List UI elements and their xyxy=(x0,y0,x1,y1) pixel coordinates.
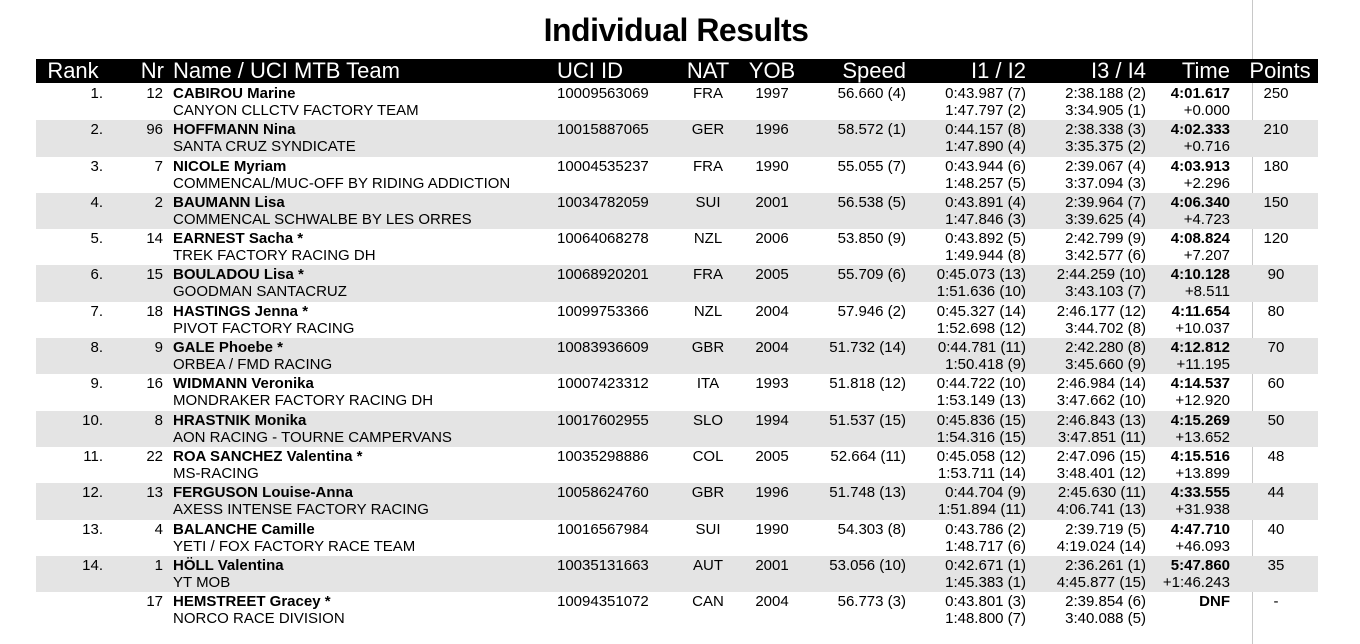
uci-id: 10099753366 xyxy=(557,302,649,320)
rank: 11. xyxy=(83,447,103,465)
split-i3: 2:46.177 (12) xyxy=(1056,302,1146,320)
split-i1: 0:43.944 (6) xyxy=(945,157,1026,175)
rank: 3. xyxy=(90,157,103,175)
year-of-birth: 2004 xyxy=(755,302,789,320)
table-row xyxy=(36,411,1318,447)
split-i4: 3:40.088 (5) xyxy=(1065,610,1146,628)
table-row xyxy=(36,157,1318,193)
split-i1: 0:44.722 (10) xyxy=(936,375,1026,393)
split-i4: 3:47.851 (11) xyxy=(1057,428,1146,446)
rider-name: FERGUSON Louise-Anna xyxy=(173,484,354,502)
nationality: GER xyxy=(691,121,725,139)
time-gap: +10.037 xyxy=(1175,319,1230,337)
header-yob: YOB xyxy=(748,58,796,83)
split-i1: 0:42.671 (1) xyxy=(945,556,1026,574)
rank: 13. xyxy=(82,520,103,538)
nationality: FRA xyxy=(693,266,723,284)
uci-id: 10035298886 xyxy=(557,447,649,465)
nationality: NZL xyxy=(693,302,723,320)
finish-time: 4:02.333 xyxy=(1170,121,1230,139)
uci-id: 10034782059 xyxy=(557,193,649,211)
rider-name: BALANCHE Camille xyxy=(173,520,315,538)
year-of-birth: 2004 xyxy=(755,339,789,357)
finish-time: 5:47.860 xyxy=(1170,556,1230,574)
table-row xyxy=(36,374,1318,410)
time-gap: +46.093 xyxy=(1175,537,1230,555)
bib-number: 4 xyxy=(154,520,163,538)
split-i2: 1:45.383 (1) xyxy=(945,573,1026,591)
split-i2: 1:47.890 (4) xyxy=(945,138,1026,156)
split-i4: 3:39.625 (4) xyxy=(1065,210,1146,228)
rider-name: HRASTNIK Monika xyxy=(173,411,307,429)
speed: 57.946 (2) xyxy=(837,302,906,320)
table-row xyxy=(36,120,1318,156)
finish-time: 4:11.654 xyxy=(1171,302,1230,320)
header-speed: Speed xyxy=(842,58,906,83)
split-i2: 1:48.800 (7) xyxy=(945,610,1026,628)
split-i4: 3:34.905 (1) xyxy=(1065,102,1146,119)
header-i34: I3 / I4 xyxy=(1090,58,1146,83)
split-i2: 1:51.894 (11) xyxy=(937,501,1026,519)
split-i4: 3:37.094 (3) xyxy=(1065,174,1146,192)
nationality: AUT xyxy=(693,556,723,574)
speed: 55.709 (6) xyxy=(837,266,906,284)
bib-number: 9 xyxy=(154,339,163,357)
team-name: AXESS INTENSE FACTORY RACING xyxy=(173,501,429,519)
split-i2: 1:48.257 (5) xyxy=(945,174,1026,192)
speed: 53.850 (9) xyxy=(837,230,906,248)
split-i1: 0:45.327 (14) xyxy=(936,302,1026,320)
nationality: SLO xyxy=(692,411,723,429)
nationality: SUI xyxy=(695,193,721,211)
bib-number: 14 xyxy=(146,230,163,248)
split-i2: 1:47.846 (3) xyxy=(945,210,1026,228)
split-i4: 3:44.702 (8) xyxy=(1065,319,1146,337)
time-gap: +1:46.243 xyxy=(1162,573,1230,591)
points: - xyxy=(1273,593,1279,611)
uci-id: 10094351072 xyxy=(557,593,649,611)
split-i4: 3:43.103 (7) xyxy=(1065,283,1146,301)
team-name: YETI / FOX FACTORY RACE TEAM xyxy=(173,537,416,555)
points: 48 xyxy=(1267,447,1285,465)
split-i3: 2:39.854 (6) xyxy=(1065,593,1146,611)
points: 180 xyxy=(1263,157,1289,175)
nationality: CAN xyxy=(692,593,724,611)
points: 80 xyxy=(1267,302,1285,320)
bib-number: 7 xyxy=(154,157,163,175)
team-name: MS-RACING xyxy=(173,464,259,482)
uci-id: 10015887065 xyxy=(557,121,649,139)
points: 60 xyxy=(1267,375,1285,393)
nationality: COL xyxy=(692,447,724,465)
finish-time: 4:47.710 xyxy=(1170,520,1230,538)
year-of-birth: 1996 xyxy=(755,484,789,502)
nationality: FRA xyxy=(693,157,723,175)
year-of-birth: 1997 xyxy=(755,85,789,102)
split-i2: 1:50.418 (9) xyxy=(945,356,1026,374)
header-uci: UCI ID xyxy=(557,58,623,83)
split-i2: 1:53.711 (14) xyxy=(937,464,1026,482)
page-title: Individual Results xyxy=(543,12,809,48)
table-row xyxy=(36,193,1318,229)
split-i4: 3:35.375 (2) xyxy=(1065,138,1146,156)
team-name: ORBEA / FMD RACING xyxy=(173,356,333,374)
split-i2: 1:53.149 (13) xyxy=(936,392,1026,410)
table-row xyxy=(36,592,1318,628)
speed: 51.748 (13) xyxy=(829,484,906,502)
split-i1: 0:45.836 (15) xyxy=(936,411,1026,429)
table-row xyxy=(36,483,1318,519)
table-row xyxy=(36,338,1318,374)
table-row xyxy=(36,520,1318,556)
nationality: SUI xyxy=(695,520,721,538)
team-name: PIVOT FACTORY RACING xyxy=(173,319,355,337)
uci-id: 10017602955 xyxy=(557,411,649,429)
speed: 56.660 (4) xyxy=(837,85,906,102)
time-gap: +12.920 xyxy=(1175,392,1230,410)
uci-id: 10016567984 xyxy=(557,520,649,538)
rider-name: HÖLL Valentina xyxy=(173,556,284,574)
bib-number: 1 xyxy=(154,556,163,574)
split-i4: 3:45.660 (9) xyxy=(1065,356,1146,374)
table-header xyxy=(36,59,1318,83)
nationality: FRA xyxy=(693,85,723,102)
split-i4: 3:48.401 (12) xyxy=(1056,464,1146,482)
rank: 8. xyxy=(90,339,103,357)
points: 40 xyxy=(1267,520,1285,538)
finish-time: 4:08.824 xyxy=(1170,230,1230,248)
year-of-birth: 1994 xyxy=(755,411,789,429)
nationality: NZL xyxy=(693,230,723,248)
table-row xyxy=(36,84,1318,120)
bib-number: 13 xyxy=(146,484,163,502)
split-i2: 1:54.316 (15) xyxy=(936,428,1026,446)
finish-time: DNF xyxy=(1199,593,1230,611)
points: 120 xyxy=(1263,230,1289,248)
split-i1: 0:45.073 (13) xyxy=(936,266,1026,284)
split-i4: 4:45.877 (15) xyxy=(1056,573,1146,591)
points: 250 xyxy=(1263,85,1289,102)
team-name: COMMENCAL/MUC-OFF BY RIDING ADDICTION xyxy=(173,174,511,192)
uci-id: 10035131663 xyxy=(557,556,649,574)
rider-name: BAUMANN Lisa xyxy=(173,193,285,211)
split-i3: 2:42.280 (8) xyxy=(1065,339,1146,357)
rank: 9. xyxy=(90,375,103,393)
points: 70 xyxy=(1267,339,1285,357)
uci-id: 10007423312 xyxy=(557,375,649,393)
header-nr: Nr xyxy=(140,58,164,83)
header-i12: I1 / I2 xyxy=(970,58,1026,83)
time-gap: +4.723 xyxy=(1183,210,1230,228)
speed: 51.732 (14) xyxy=(829,339,906,357)
split-i1: 0:44.781 (11) xyxy=(937,339,1026,357)
finish-time: 4:33.555 xyxy=(1170,484,1230,502)
table-row xyxy=(36,447,1318,483)
split-i1: 0:45.058 (12) xyxy=(936,447,1026,465)
speed: 56.773 (3) xyxy=(837,593,906,611)
split-i3: 2:44.259 (10) xyxy=(1056,266,1146,284)
team-name: MONDRAKER FACTORY RACING DH xyxy=(173,392,434,410)
uci-id: 10064068278 xyxy=(557,230,649,248)
rank: 12. xyxy=(82,484,103,502)
time-gap: +11.195 xyxy=(1176,356,1230,374)
rank: 7. xyxy=(90,302,103,320)
rider-name: ROA SANCHEZ Valentina * xyxy=(173,447,363,465)
bib-number: 22 xyxy=(146,447,163,465)
split-i2: 1:51.636 (10) xyxy=(936,283,1026,301)
header-nat: NAT xyxy=(686,58,730,83)
split-i1: 0:43.891 (4) xyxy=(945,193,1026,211)
year-of-birth: 1990 xyxy=(755,157,789,175)
time-gap: +31.938 xyxy=(1175,501,1230,519)
rider-name: HEMSTREET Gracey * xyxy=(173,593,331,611)
year-of-birth: 2004 xyxy=(755,593,789,611)
table-row xyxy=(36,556,1318,592)
rank: 6. xyxy=(90,266,103,284)
speed: 51.818 (12) xyxy=(829,375,906,393)
speed: 56.538 (5) xyxy=(837,193,906,211)
time-gap: +7.207 xyxy=(1183,247,1230,265)
split-i1: 0:44.704 (9) xyxy=(945,484,1026,502)
rider-name: CABIROU Marine xyxy=(173,85,296,102)
points: 35 xyxy=(1267,556,1285,574)
split-i3: 2:45.630 (11) xyxy=(1057,484,1146,502)
bib-number: 17 xyxy=(146,593,163,611)
finish-time: 4:12.812 xyxy=(1170,339,1230,357)
split-i3: 2:38.188 (2) xyxy=(1065,85,1146,102)
nationality: ITA xyxy=(696,375,720,393)
bib-number: 96 xyxy=(146,121,163,139)
rank: 5. xyxy=(90,230,103,248)
finish-time: 4:01.617 xyxy=(1170,85,1230,102)
split-i3: 2:46.843 (13) xyxy=(1056,411,1146,429)
team-name: AON RACING - TOURNE CAMPERVANS xyxy=(173,428,452,446)
time-gap: +2.296 xyxy=(1183,174,1230,192)
rider-name: HOFFMANN Nina xyxy=(173,121,296,139)
nationality: GBR xyxy=(691,484,725,502)
rider-name: EARNEST Sacha * xyxy=(173,230,304,248)
results-table xyxy=(36,84,1318,628)
bib-number: 8 xyxy=(154,411,163,429)
split-i4: 3:47.662 (10) xyxy=(1056,392,1146,410)
uci-id: 10058624760 xyxy=(557,484,649,502)
points: 90 xyxy=(1267,266,1285,284)
split-i3: 2:39.719 (5) xyxy=(1065,520,1146,538)
split-i3: 2:39.067 (4) xyxy=(1065,157,1146,175)
rank: 1. xyxy=(90,85,103,102)
team-name: COMMENCAL SCHWALBE BY LES ORRES xyxy=(173,210,472,228)
table-row xyxy=(36,229,1318,265)
year-of-birth: 2005 xyxy=(755,266,789,284)
split-i1: 0:43.786 (2) xyxy=(945,520,1026,538)
split-i3: 2:42.799 (9) xyxy=(1065,230,1146,248)
finish-time: 4:15.516 xyxy=(1170,447,1230,465)
year-of-birth: 2001 xyxy=(755,556,789,574)
team-name: GOODMAN SANTACRUZ xyxy=(173,283,347,301)
speed: 52.664 (11) xyxy=(830,447,906,465)
speed: 58.572 (1) xyxy=(837,121,906,139)
speed: 54.303 (8) xyxy=(837,520,906,538)
rank: 4. xyxy=(90,193,103,211)
points: 50 xyxy=(1267,411,1285,429)
year-of-birth: 2001 xyxy=(755,193,789,211)
split-i4: 3:42.577 (6) xyxy=(1065,247,1146,265)
team-name: SANTA CRUZ SYNDICATE xyxy=(173,138,356,156)
time-gap: +0.000 xyxy=(1183,102,1230,119)
team-name: TREK FACTORY RACING DH xyxy=(173,247,376,265)
uci-id: 10068920201 xyxy=(557,266,649,284)
team-name: CANYON CLLCTV FACTORY TEAM xyxy=(173,102,419,119)
speed: 51.537 (15) xyxy=(829,411,906,429)
split-i1: 0:43.987 (7) xyxy=(945,85,1026,102)
points: 150 xyxy=(1263,193,1289,211)
nationality: GBR xyxy=(691,339,725,357)
team-name: YT MOB xyxy=(173,573,231,591)
split-i2: 1:49.944 (8) xyxy=(945,247,1026,265)
split-i3: 2:38.338 (3) xyxy=(1065,121,1146,139)
year-of-birth: 1990 xyxy=(755,520,789,538)
rider-name: BOULADOU Lisa * xyxy=(173,266,304,284)
speed: 53.056 (10) xyxy=(829,556,906,574)
time-gap: +13.899 xyxy=(1175,464,1230,482)
header-rank: Rank xyxy=(47,58,99,83)
uci-id: 10004535237 xyxy=(557,157,649,175)
rank: 10. xyxy=(82,411,103,429)
header-points: Points xyxy=(1249,58,1311,83)
uci-id: 10009563069 xyxy=(557,85,649,102)
bib-number: 2 xyxy=(154,193,163,211)
time-gap: +13.652 xyxy=(1175,428,1230,446)
split-i1: 0:43.801 (3) xyxy=(945,593,1026,611)
uci-id: 10083936609 xyxy=(557,339,649,357)
finish-time: 4:06.340 xyxy=(1170,193,1230,211)
split-i3: 2:47.096 (15) xyxy=(1056,447,1146,465)
split-i3: 2:36.261 (1) xyxy=(1065,556,1146,574)
finish-time: 4:15.269 xyxy=(1170,411,1230,429)
split-i3: 2:39.964 (7) xyxy=(1065,193,1146,211)
year-of-birth: 1996 xyxy=(755,121,789,139)
header-name: Name / UCI MTB Team xyxy=(173,58,400,83)
split-i2: 1:48.717 (6) xyxy=(945,537,1026,555)
split-i4: 4:06.741 (13) xyxy=(1056,501,1146,519)
split-i1: 0:44.157 (8) xyxy=(945,121,1026,139)
split-i4: 4:19.024 (14) xyxy=(1056,537,1146,555)
split-i2: 1:47.797 (2) xyxy=(945,102,1026,119)
split-i1: 0:43.892 (5) xyxy=(945,230,1026,248)
bib-number: 12 xyxy=(146,85,163,102)
year-of-birth: 2006 xyxy=(755,230,789,248)
split-i3: 2:46.984 (14) xyxy=(1056,375,1146,393)
finish-time: 4:10.128 xyxy=(1170,266,1230,284)
points: 210 xyxy=(1263,121,1289,139)
rider-name: NICOLE Myriam xyxy=(173,157,287,175)
time-gap: +8.511 xyxy=(1184,283,1230,301)
points: 44 xyxy=(1267,484,1285,502)
rank: 2. xyxy=(90,121,103,139)
bib-number: 15 xyxy=(146,266,163,284)
finish-time: 4:14.537 xyxy=(1170,375,1230,393)
year-of-birth: 1993 xyxy=(755,375,789,393)
speed: 55.055 (7) xyxy=(837,157,906,175)
rider-name: WIDMANN Veronika xyxy=(173,375,314,393)
bib-number: 18 xyxy=(146,302,163,320)
rider-name: HASTINGS Jenna * xyxy=(173,302,309,320)
header-time: Time xyxy=(1181,58,1230,83)
team-name: NORCO RACE DIVISION xyxy=(173,610,345,628)
rider-name: GALE Phoebe * xyxy=(173,339,284,357)
rank: 14. xyxy=(82,556,103,574)
split-i2: 1:52.698 (12) xyxy=(936,319,1026,337)
table-row xyxy=(36,265,1318,301)
bib-number: 16 xyxy=(146,375,163,393)
table-row xyxy=(36,302,1318,338)
time-gap: +0.716 xyxy=(1183,138,1230,156)
finish-time: 4:03.913 xyxy=(1170,157,1230,175)
year-of-birth: 2005 xyxy=(755,447,789,465)
